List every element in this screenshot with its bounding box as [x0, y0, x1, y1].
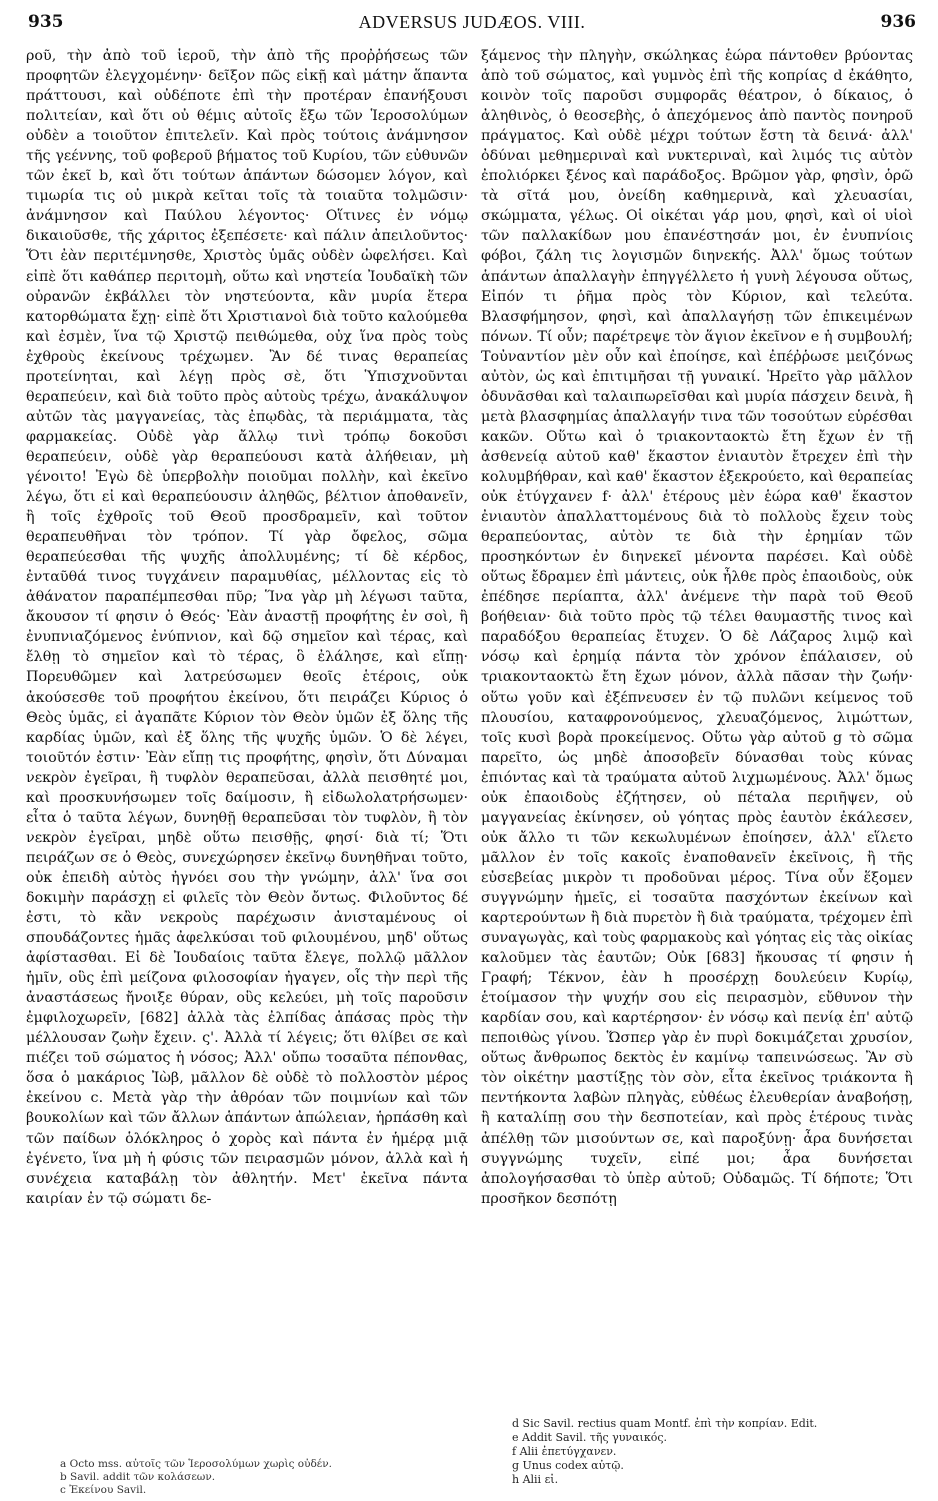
footnote: e Addit Savil. τῆς γυναικός.: [512, 1431, 667, 1444]
footnote: c Ἐκείνου Savil.: [60, 1484, 147, 1496]
footnotes-left: [60, 1458, 332, 1497]
footnote: b Savil. addit τῶν κολάσεων.: [60, 1471, 216, 1483]
footnote: a Octo mss. αὐτοῖς τῶν Ἱεροσολύμων χωρὶς οὐδέν.: [60, 1458, 332, 1470]
right-column: [481, 46, 913, 1209]
left-column: [26, 46, 468, 1209]
footnote: d Sic Savil. rectius quam Montf. ἐπὶ τὴν κοπρίαν. Edit.: [512, 1417, 818, 1430]
left-column-text: ροῦ, τὴν ἀπὸ τοῦ ἱεροῦ, τὴν ἀπὸ τῆς προῤῥήσεως τῶν προφητῶν ἐλεγχομένην· δεῖξον πῶς εἰκῇ καὶ μάτην ἅπαντα πράττουσι, καὶ οὐδέποτε ἐπὶ τὴν προτέραν ἐπανήξουσι πολιτείαν, καὶ ὅτι οὐ θέμις αὐτοῖς ἔξω τῶν Ἱεροσολύμων οὐδὲν a τοιοῦτον ἐπιτελεῖν. Καὶ πρὸς τούτοις ἀνάμνησον τῆς γεέννης, τοῦ φοβεροῦ βήματος τοῦ Κυρίου, τῶν εὐθυνῶν τῶν ἐκεῖ b, καὶ ὅτι τούτων ἁπάντων δώσομεν λόγον, καὶ τιμωρία τις οὐ μικρὰ κεῖται τοῖς τὰ τοιαῦτα τολμῶσιν· ἀνάμνησον καὶ Παύλου λέγοντος· Οἵτινες ἐν νόμῳ δικαιοῦσθε, τῆς χάριτος ἐξεπέσετε· καὶ πάλιν ἀπειλοῦντος· Ὅτι ἐὰν περιτέμνησθε, Χριστὸς ὑμᾶς οὐδὲν ὠφελήσει. Καὶ εἰπὲ ὅτι καθάπερ περιτομὴ, οὕτω καὶ νηστεία Ἰουδαϊκὴ τῶν οὐρανῶν ἐκβάλλει τὸν νηστεύοντα, κἂν μυρία ἕτερα κατορθώματα ἔχῃ· εἰπὲ ὅτι Χριστιανοὶ διὰ τοῦτο καλούμεθα καὶ ἐσμὲν, ἵνα τῷ Χριστῷ πειθώμεθα, οὐχ ἵνα πρὸς τοὺς ἐχθροὺς ἐκείνους τρέχωμεν. Ἂν δέ τινας θεραπείας προτείνηται, καὶ λέγῃ πρὸς σὲ, ὅτι Ὑπισχνοῦνται θεραπεύειν, καὶ διὰ τοῦτο πρὸς αὐτοὺς τρέχω, ἀνακάλυψον αὐτῶν τὰς μαγγανείας, τὰς ἐπῳδὰς, τὰ περιάμματα, τὰς φαρμακείας. Οὐδὲ γὰρ ἄλλῳ τινὶ τρόπῳ δοκοῦσι θεραπεύειν, οὐδὲ γὰρ θεραπεύουσι κατὰ ἀλήθειαν, μὴ γένοιτο! Ἐγὼ δὲ ὑπερβολὴν ποιοῦμαι πολλὴν, καὶ ἐκεῖνο λέγω, ὅτι εἰ καὶ θεραπεύουσιν ἀληθῶς, βέλτιον ἀποθανεῖν, ἢ τοῖς ἐχθροῖς τοῦ Θεοῦ προσδραμεῖν, καὶ τοῦτον θεραπευθῆναι τὸν τρόπον. Τί γὰρ ὄφελος, σῶμα θεραπεύεσθαι τῆς ψυχῆς ἀπολλυμένης; τί δὲ κέρδος, ἐνταῦθά τινος τυγχάνειν παραμυθίας, μέλλοντας εἰς τὸ ἀθάνατον παραπέμπεσθαι πῦρ; Ἵνα γὰρ μὴ λέγωσι ταῦτα, ἄκουσον τί φησιν ὁ Θεός· Ἐὰν ἀναστῇ προφήτης ἐν σοὶ, ἢ ἐνυπνιαζόμενος ἐνύπνιον, καὶ δῷ σημεῖον καὶ τέρας, καὶ ἔλθῃ τὸ σημεῖον καὶ τὸ τέρας, ὃ ἐλάλησε, καὶ εἴπῃ· Πορευθῶμεν καὶ λατρεύσωμεν θεοῖς ἑτέροις, οὐκ ἀκούσεσθε τοῦ προφήτου ἐκείνου, ὅτι πειράζει Κύριος ὁ Θεὸς ὑμᾶς, εἰ ἀγαπᾶτε Κύριον τὸν Θεὸν ὑμῶν ἐξ ὅλης τῆς καρδίας ὑμῶν, καὶ ἐξ ὅλης τῆς ψυχῆς ὑμῶν. Ὁ δὲ λέγει, τοιοῦτόν ἐστιν· Ἐὰν εἴπῃ τις προφήτης, φησὶν, ὅτι Δύναμαι νεκρὸν ἐγεῖραι, ἢ τυφλὸν θεραπεῦσαι, ἀλλὰ πεισθητέ μοι, καὶ προσκυνήσωμεν τοῖς δαίμοσιν, ἢ εἰδωλολατρήσωμεν· εἶτα ὁ ταῦτα λέγων, δυνηθῇ θεραπεῦσαι τὸν τυφλὸν, ἢ τὸν νεκρὸν ἐγεῖραι, μηδὲ οὕτω πεισθῇς, φησί· διὰ τί; Ὅτι πειράζων σε ὁ Θεὸς, συνεχώρησεν ἐκεῖνῳ δυνηθῆναι τοῦτο, οὐκ ἐπειδὴ αὐτὸς ἠγνόει σου τὴν γνώμην, ἀλλ' ἵνα σοι δοκιμὴν παράσχῃ εἰ φιλεῖς τὸν Θεὸν ὄντως. Φιλοῦντος δέ ἐστι, τὸ κἂν νεκροὺς παρέχωσιν ἀνισταμένους οἱ σπουδάζοντες ἡμᾶς ἀφελκύσαι τοῦ φιλουμένου, μηδ' οὕτως ἀφίστασθαι. Εἰ δὲ Ἰουδαίοις ταῦτα ἔλεγε, πολλῷ μᾶλλον ἡμῖν, οὓς ἐπὶ μείζονα φιλοσοφίαν ἠγαγεν, οἷς τὴν περὶ τῆς ἀναστάσεως ἤνοιξε θύραν, οὓς κελεύει, μὴ τοῖς παροῦσιν ἐμφιλοχωρεῖν, [682] ἀλλὰ τὰς ἐλπίδας ἁπάσας πρὸς τὴν μέλλουσαν ζωὴν ἔχειν. ς'. Ἀλλὰ τί λέγεις; ὅτι θλίβει σε καὶ πιέζει τοῦ σώματος ἡ νόσος; Ἀλλ' οὔπω τοσαῦτα πέπονθας, ὅσα ὁ μακάριος Ἰὼβ, μᾶλλον δὲ οὐδὲ τὸ πολλοστὸν μέρος ἐκείνου c. Μετὰ γὰρ τὴν ἀθρόαν τῶν ποιμνίων καὶ τῶν βουκολίων καὶ τῶν ἄλλων ἁπάντων ἀπώλειαν, ἡρπάσθη καὶ τῶν παίδων ὁλόκληρος ὁ χορὸς καὶ πάντα ἐν ἡμέρᾳ μιᾷ ἐγένετο, ἵνα μὴ ἡ φύσις τῶν πειρασμῶν μόνον, ἀλλὰ καὶ ἡ συνέχεια καταβάλῃ τὸν ἀθλητήν. Μετ' ἐκεῖνα πάντα καιρίαν ἐν τῷ σώματι δε-: [26, 48, 468, 1207]
page-number-right: 936: [880, 12, 916, 32]
right-column-text: ξάμενος τὴν πληγὴν, σκώληκας ἑώρα πάντοθεν βρύοντας ἀπὸ τοῦ σώματος, καὶ γυμνὸς ἐπὶ τῆς κοπρίας d ἐκάθητο, κοινὸν τοῖς παροῦσι συμφορᾶς θέατρον, ὁ δίκαιος, ὁ ἀληθινὸς, ὁ θεοσεβὴς, ὁ ἀπεχόμενος ἀπὸ παντὸς πονηροῦ πράγματος. Καὶ οὐδὲ μέχρι τούτων ἔστη τὰ δεινά· ἀλλ' ὀδύναι μεθημεριναὶ καὶ νυκτεριναὶ, καὶ λιμός τις αὐτὸν ἐπολιόρκει ξένος καὶ παράδοξος. Βρῶμον γὰρ, φησὶν, ὁρῶ τὰ σῖτά μου, ὀνείδη καθημερινὰ, καὶ χλευασίαι, σκώμματα, γέλως. Οἱ οἰκέται γάρ μου, φησὶ, καὶ οἱ υἱοὶ τῶν παλλακίδων μου ἐπανέστησάν μοι, ἐν ἐνυπνίοις φόβοι, ζάλη τις λογισμῶν διηνεκής. Ἀλλ' ὅμως τούτων ἁπάντων ἀπαλλαγὴν ἐπηγγέλλετο ἡ γυνὴ λέγουσα οὕτως, Εἰπόν τι ῥῆμα πρὸς τὸν Κύριον, καὶ τελεύτα. Βλασφήμησον, φησὶ, καὶ ἀπαλλαγήσῃ τῶν ἐπικειμένων πόνων. Τί οὖν; παρέτρεψε τὸν ἅγιον ἐκεῖνον e ἡ συμβουλή; Τοὐναντίον μὲν οὖν καὶ ἐποίησε, καὶ ἐπέῤῥωσε μειζόνως αὐτὸν, ὡς καὶ ἐπιτιμῆσαι τῇ γυναικί. Ἡρεῖτο γὰρ μᾶλλον ὀδυνᾶσθαι καὶ ταλαιπωρεῖσθαι καὶ μυρία πάσχειν δεινὰ, ἢ μετὰ βλασφημίας ἀπαλλαγήν τινα τῶν τοσούτων εὑρέσθαι κακῶν. Οὕτω καὶ ὁ τριακονταοκτὼ ἔτη ἔχων ἐν τῇ ἀσθενείᾳ αὐτοῦ καθ' ἕκαστον ἐνιαυτὸν ἔτρεχεν ἐπὶ τὴν κολυμβήθραν, καὶ καθ' ἕκαστον ἐξεκρούετο, καὶ θεραπείας οὐκ ἐτύγχανεν f· ἀλλ' ἑτέρους μὲν ἑώρα καθ' ἕκαστον ἐνιαυτὸν ἀπαλλαττομένους διὰ τὸ πολλοὺς ἔχειν τοὺς θεραπεύοντας, αὐτὸν τε διὰ τὴν ἐρημίαν τῶν προσηκόντων ἐν διηνεκεῖ μένοντα παρέσει. Καὶ οὐδὲ οὕτως ἔδραμεν ἐπὶ μάντεις, οὐκ ἦλθε πρὸς ἐπαοιδοὺς, οὐκ ἐπέδησε περίαπτα, ἀλλ' ἀνέμενε τὴν παρὰ τοῦ Θεοῦ βοήθειαν· διὰ τοῦτο πρὸς τῷ τέλει θαυμαστῆς τινος καὶ παραδόξου θεραπείας ἔτυχεν. Ὁ δὲ Λάζαρος λιμῷ καὶ νόσῳ καὶ ἐρημίᾳ πάντα τὸν χρόνον ἐπάλαισεν, οὐ τριακονταοκτὼ ἔτη ἔχων μόνον, ἀλλὰ πᾶσαν τὴν ζωήν· οὕτω γοῦν καὶ ἐξέπνευσεν ἐν τῷ πυλῶνι κείμενος τοῦ πλουσίου, καταφρονούμενος, χλευαζόμενος, λιμώττων, τοῖς κυσὶ βορὰ προκείμενος. Οὕτω γὰρ αὐτοῦ g τὸ σῶμα παρεῖτο, ὡς μηδὲ ἀποσοβεῖν δύνασθαι τοὺς κύνας ἐπιόντας καὶ τὰ τραύματα αὐτοῦ λιχμωμένους. Ἀλλ' ὅμως οὐκ ἐπαοιδοὺς ἐζήτησεν, οὐ πέταλα περιῆψεν, οὐ μαγγανείας ἐκίνησεν, οὐ γόητας πρὸς ἑαυτὸν ἐκάλεσεν, οὐκ ἄλλο τι τῶν κεκωλυμένων ἐποίησεν, ἀλλ' εἵλετο μᾶλλον ἐν τοῖς κακοῖς ἐναποθανεῖν ἐκεῖνοις, ἢ τῆς εὐσεβείας μικρὸν τι προδοῦναι μέρος. Τίνα οὖν ἕξομεν συγγνώμην ἡμεῖς, εἰ τοσαῦτα πασχόντων ἐκείνων καὶ καρτερούντων ἢ διὰ πυρετὸν ἢ διὰ τραύματα, τρέχομεν ἐπὶ συναγωγὰς, καὶ τοὺς φαρμακοὺς καὶ γόητας εἰς τὰς οἰκίας καλοῦμεν τὰς ἑαυτῶν; Οὐκ [683] ἤκουσας τί φησιν ἡ Γραφή; Τέκνον, ἐὰν h προσέρχῃ δουλεύειν Κυρίῳ, ἑτοίμασον τὴν ψυχήν σου εἰς πειρασμὸν, εὔθυνον τὴν καρδίαν σου, καὶ καρτέρησον· ἐν νόσῳ καὶ πενίᾳ ἐπ' αὐτῷ πεποιθὼς γίνου. Ὥσπερ γὰρ ἐν πυρὶ δοκιμάζεται χρυσίον, οὕτως ἄνθρωπος δεκτὸς ἐν καμίνῳ ταπεινώσεως. Ἂν σὺ τὸν οἰκέτην μαστίξῃς τὸν σὸν, εἶτα ἐκεῖνος τριάκοντα ἢ πεντήκοντα λαβὼν πληγὰς, εὐθέως ἐλευθερίαν ἀναβοήσῃ, ἢ καταλίπῃ σου τὴν δεσποτείαν, καὶ πρὸς ἑτέρους τινὰς ἀπέλθῃ τῶν μισούντων σε, καὶ παροξύνῃ· ἆρα δυνήσεται συγγνώμης τυχεῖν, εἰπέ μοι; ἆρα δυνήσεται ἀπολογήσασθαι τὸ ὑπὲρ αὐτοῦ; Οὐδαμῶς. Τί δήποτε; Ὅτι προσῆκον δεσπότῃ: [481, 48, 913, 1207]
footnote: f Alii ἐπετύγχανεν.: [512, 1445, 617, 1458]
footnote: g Unus codex αὐτῷ.: [512, 1459, 624, 1472]
running-header: [28, 12, 916, 42]
footnote: h Alii εἰ.: [512, 1473, 559, 1486]
running-title: ADVERSUS JUDÆOS. VIII.: [358, 12, 586, 32]
footnotes-right: [512, 1417, 817, 1487]
page-number-left: 935: [28, 12, 64, 32]
